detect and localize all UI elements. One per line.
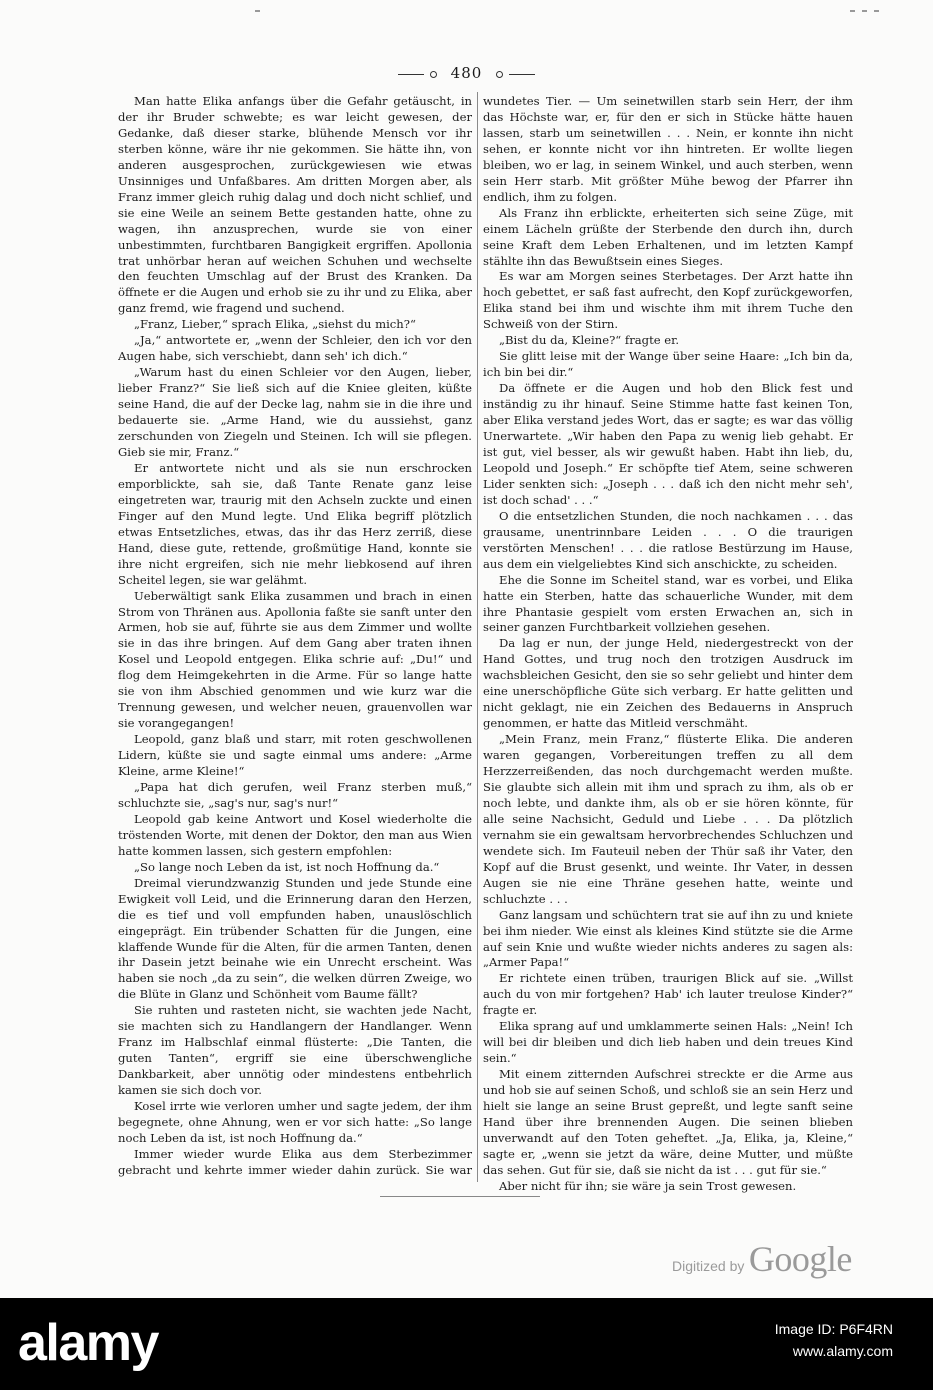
paragraph: Kosel irrte wie verloren umher und sagte jedem, der ihm begegnete, ohne Ahnung, wen er vor sich hatte: „So lange noch Leben da ist, ist noch Hoffnung da.“ [118, 1099, 472, 1145]
paragraph: „Mein Franz, mein Franz,“ flüsterte Elika. Die anderen waren gegangen, Vorbereitungen treffen zu all dem Herzzerreißenden, das noch durchgemacht werden mußte. Sie glaubte sich allein mit ihm und sprach zu ihm, als ob er noch lebte, und dankte ihm, als ob er sie hören könnte, für alle seine Nachsicht, Geduld und Liebe . . . Da plötzlich vernahm sie ein gewaltsam hervorbrechendes Schluchzen und wendete sich. Im Fauteuil neben der Thür saß ihr Vater, den Kopf auf die Brust gesenkt, und weinte. Ihr Vater, in dessen Augen sie nie eine Thräne gesehen hatte, weinte und schluchzte . . . [483, 732, 853, 906]
site-url-text: www.alamy.com [792, 1343, 893, 1359]
right-column [483, 94, 853, 1194]
bottom-rule [380, 1196, 540, 1197]
paragraph: „Franz, Lieber,“ sprach Elika, „siehst du mich?“ [134, 317, 416, 332]
image-id-text: Image ID: P6F4RN [774, 1321, 893, 1337]
paragraph: Immer wieder wurde Elika aus dem Sterbezimmer gebracht und kehrte immer wieder dahin zurück. Sie war [118, 1146, 472, 1177]
paragraph: Als Franz ihn erblickte, erheiterten sich seine Züge, mit einem Lächeln grüßte der Sterbende den durch ihn, durch seine Kraft dem Leben Erhaltenen, und im letzten Kampf stählte ihn das Bewußtsein eines Sieges. [483, 205, 853, 268]
footer-meta [775, 1318, 893, 1362]
paragraph: wundetes Tier. — Um seinetwillen starb sein Herr, der ihm das Höchste war, er, für den er sich in Stücke hätte hauen lassen, starb um seinetwillen . . . Nein, er konnte ihn nicht sehen, er konnte nicht vor ihn hintreten. Er wollte liegen bleiben, wo er lag, in seinem Winkel, und auch sterben, wenn sein Herr starb. Mit größter Mühe bewog der Pfarrer ihn endlich, ihm zu folgen. [483, 94, 853, 204]
paragraph: Aber nicht für ihn; sie wäre ja sein Trost gewesen. [499, 1178, 797, 1193]
paragraph: „Warum hast du einen Schleier vor den Augen, lieber, lieber Franz?“ Sie ließ sich auf die Kniee gleiten, küßte seine Hand, die auf der Decke lag, nahm sie in die ihre und bedauerte sie. „Arme Hand, wie du aussiehst, ganz zerschunden von Ziegeln und Steinen. Ich will sie pflegen. Gieb sie mir, Franz.“ [118, 365, 472, 459]
paragraph: Er antwortete nicht und als sie nun erschrocken emporblickte, sah sie, daß Tante Renate ganz leise eingetreten war, traurig mit den Achseln zuckte und einen Finger auf den Mund legte. Und Elika begriff plötzlich etwas Entsetzliches, etwas, das ihr das Herz zerriß, diese Hand, diese gute, rettende, großmütige Hand, konnte sie ihre nicht ergreifen, sich nie mehr liebkosend auf ihren Scheitel legen, sie war gelähmt. [118, 460, 472, 587]
paragraph: Ueberwältigt sank Elika zusammen und brach in einen Strom von Thränen aus. Apollonia faßte sie sanft unter den Armen, hob sie auf, führte sie aus dem Zimmer und wollte sie in das ihre bringen. Auf dem Gang aber traten ihnen Kosel und Leopold entgegen. Elika schrie auf: „Du!“ und flog dem Heimgekehrten in die Arme. Für so lange hatte sie von ihm Abschied genommen und wie kurz war die Trennung gewesen, und welcher neuen, grauenvollen war sie vorangegangen! [118, 588, 472, 731]
paragraph: Leopold, ganz blaß und starr, mit roten geschwollenen Lidern, küßte sie und sagte einmal ums andere: „Arme Kleine, arme Kleine!“ [118, 732, 472, 779]
google-logo: Google [748, 1239, 852, 1279]
paragraph: Da öffnete er die Augen und hob den Blick fest und inständig zu ihr hinauf. Seine Stimme hatte fast keinen Ton, aber Elika verstand jedes Wort, das er sagte; es war das völlig Unerwartete. „Wir haben den Papa zu wenig lieb gehabt. Er ist gut, viel besser, als wir gewußt haben. Habt ihn lieb, du, Leopold und Joseph.“ Er schöpfte tief Atem, seine schweren Lider senkten sich: „Joseph . . . daß ich den nicht mehr seh', ist doch schad' . . .“ [483, 381, 853, 507]
paragraph: Leopold gab keine Antwort und Kosel wiederholte die tröstenden Worte, mit denen der Doktor, den man aus Wien hatte kommen lassen, sich gestern empfohlen: [118, 811, 472, 858]
paragraph: Elika sprang auf und umklammerte seinen Hals: „Nein! Ich will bei dir bleiben und dich lieb haben und dein treues Kind sein.“ [483, 1019, 853, 1066]
paragraph: „Bist du da, Kleine?“ fragte er. [499, 333, 680, 348]
paragraph: Es war am Morgen seines Sterbetages. Der Arzt hatte ihn hoch gebettet, er saß fast aufrecht, den Kopf zurückgeworfen, Elika stand bei ihm und wischte ihm mit ihrem Tuche den Schweiß von der Stirn. [483, 269, 853, 332]
scan-edge-marks [0, 10, 933, 14]
paragraph: Er richtete einen trüben, traurigen Blick auf sie. „Willst auch du von mir fortgehen? Hab' ich lauter treulose Kinder?“ fragte er. [483, 971, 853, 1018]
left-column [118, 94, 472, 1179]
page-number [0, 64, 933, 82]
digitized-by-text: Digitized by [672, 1258, 745, 1274]
paragraph: Ehe die Sonne im Scheitel stand, war es vorbei, und Elika hatte ein Sterben, hatte das schauerliche Wunder, mit dem ihre Phantasie gespielt vom ersten Erwachen an, sich in seiner ganzen Furchtbarkeit vollziehen gesehen. [483, 572, 853, 635]
alamy-logo: alamy [18, 1314, 158, 1372]
paragraph: Da lag er nun, der junge Held, niedergestreckt von der Hand Gottes, und trug noch den trotzigen Ausdruck im wachsbleichen Gesicht, den sie so sehr geliebt und hinter dem eine unerschöpfliche Güte sich verbarg. Er hatte gelitten und nicht geklagt, nie ein Zeichen des Bedauerns in Anspruch genommen, er hatte das Mitleid verschmäht. [483, 636, 853, 731]
paragraph: Sie ruhten und rasteten nicht, sie wachten jede Nacht, sie machten sich zu Handlangern der Handlanger. Wenn Franz im Halbschlaf einmal flüsterte: „Die Tanten, die guten Tanten“, ergriff sie eine überschwengliche Dankbarkeit, aber unnötig oder mindestens entbehrlich kamen sie sich doch vor. [118, 1003, 472, 1098]
paragraph: „Ja,“ antwortete er, „wenn der Schleier, den ich vor den Augen habe, sich verschiebt, dann seh' ich dich.“ [118, 333, 472, 364]
paragraph: Man hatte Elika anfangs über die Gefahr getäuscht, in der ihr Bruder schwebte; es war leicht gewesen, der Gedanke, daß dieser starke, blühende Mensch vor ihr sterben könne, wäre ihr nie gekommen. Sie hätte ihn, von anderen ausgesprochen, zurückgewiesen wie etwas Unsinniges und Unfaßbares. Am dritten Morgen aber, als Franz immer gleich ruhig dalag und doch nicht schlief, und sie eine Weile an seinem Bette gestanden hatte, ohne zu wagen, ihn anzusprechen, wurde sie von einer unbestimmten, furchtbaren Bangigkeit ergriffen. Apollonia trat unhörbar heran auf weichen Schuhen und wechselte den feuchten Umschlag auf der Brust des Kranken. Da öffnete er die Augen und erhob sie zu ihr und zu Elika, aber ganz fremd, wie fragend und suchend. [118, 94, 472, 316]
paragraph: „Papa hat dich gerufen, weil Franz sterben muß,“ schluchzte sie, „sag's nur, sag's nur!“ [118, 779, 472, 810]
paragraph: Mit einem zitternden Aufschrei streckte er die Arme aus und hob sie auf seinen Schoß, und schloß sie an sein Herz und hielt sie lange an seine Brust gepreßt, und legte sanft seine Hand über ihre brennenden Augen. Die seinen blieben unverwandt auf den Toten geheftet. „Ja, Elika, ja, Kleine,“ sagte er, „wenn sie jetzt da wäre, deine Mutter, und müßte das sehen. Gut für sie, daß sie nicht da ist . . . gut für sie.“ [483, 1067, 853, 1177]
column-separator [477, 92, 478, 1182]
paragraph: Ganz langsam und schüchtern trat sie auf ihn zu und kniete bei ihm nieder. Wie einst als kleines Kind stützte sie die Arme auf sein Knie und wußte wieder nichts anderes zu sagen als: „Armer Papa!“ [483, 907, 853, 970]
google-watermark [672, 1238, 852, 1280]
paragraph: „So lange noch Leben da ist, ist noch Hoffnung da.“ [134, 859, 440, 874]
paragraph: Dreimal vierundzwanzig Stunden und jede Stunde eine Ewigkeit voll Leid, und die Erinnerung daran den Herzen, die es tief und voll empfunden haben, unauslöschlich eingeprägt. Ein trübender Schatten für die Jungen, eine klaffende Wunde für die Alten, für die armen Tanten, denen ihr Dasein jetzt beinahe wie ein Unrecht erscheint. Was haben sie noch „da zu sein“, die welken dürren Zweige, wo die Blüte in Glanz und Schönheit vom Baume fällt? [118, 875, 472, 1002]
page-number-text: 480 [450, 64, 483, 82]
paragraph: O die entsetzlichen Stunden, die noch nachkamen . . . das grausame, unentrinnbare Leiden . . . O die traurigen verstörten Menschen! . . . die ratlose Bestürzung im Hause, aus dem ein vielgeliebtes Kind sich anschickte, zu scheiden. [483, 508, 853, 571]
paragraph: Sie glitt leise mit der Wange über seine Haare: „Ich bin da, ich bin bei dir.“ [483, 349, 853, 380]
